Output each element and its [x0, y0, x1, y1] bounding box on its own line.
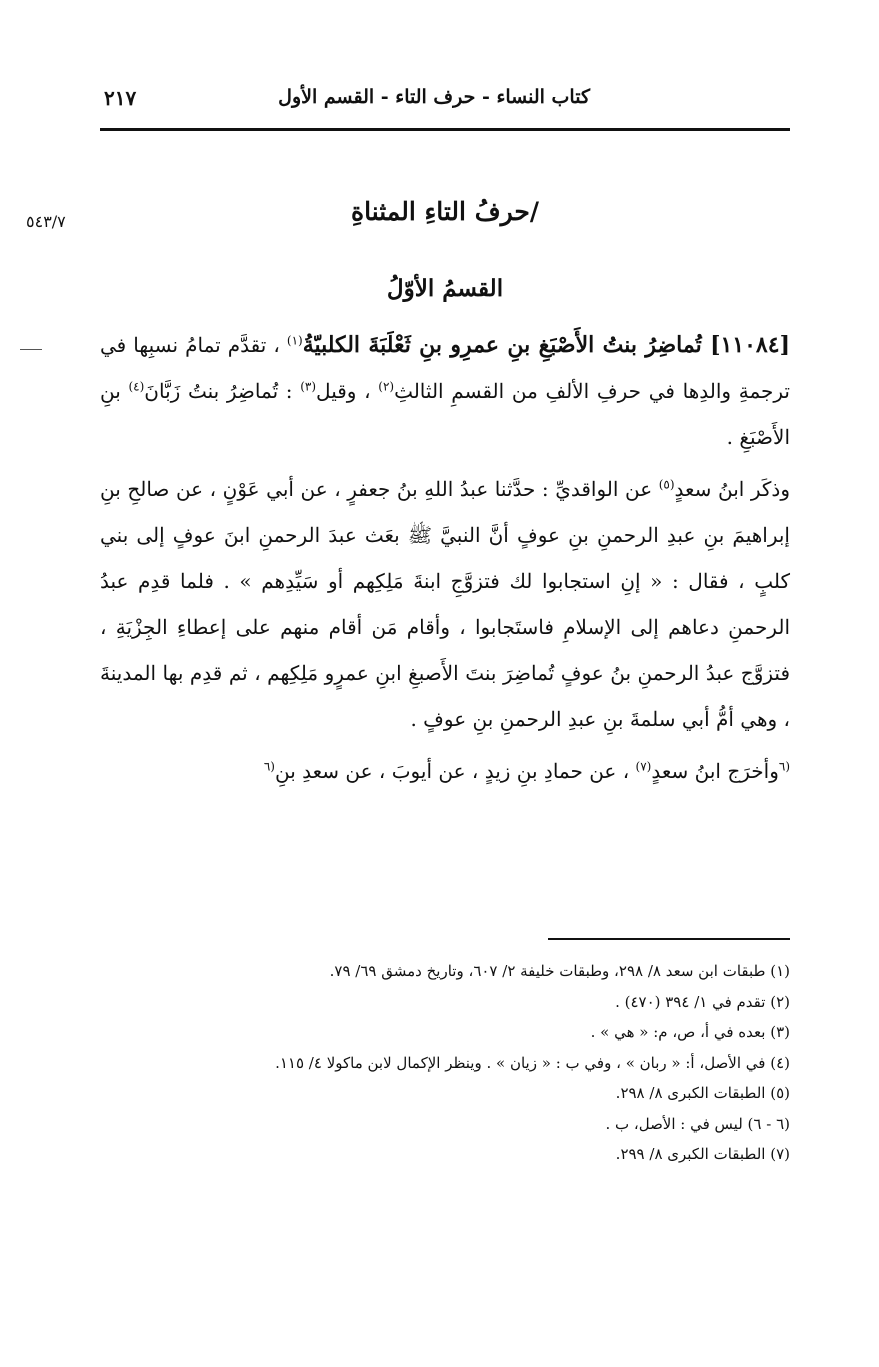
header-rule	[100, 128, 790, 131]
footnote-marker: (١)	[286, 333, 303, 348]
footnote-item: (٣) بعده في أ، ص، م: « هي » .	[590, 1023, 790, 1041]
paragraph-text: ، تقدَّم تمامُ نسبِها في ترجمةِ والدِها في حرفِ الألفِ من القسمِ الثالثِ	[100, 333, 790, 403]
footnote-item: (٦ - ٦) ليس في : الأصل، ب .	[605, 1114, 790, 1133]
running-header-title: كتاب النساء - حرف التاء - القسم الأول	[278, 86, 590, 108]
paragraph-text: وأخرَج ابنُ سعدٍ	[651, 759, 779, 783]
footnotes	[100, 956, 790, 1170]
footnote-rule	[548, 938, 790, 940]
footnote-marker: (٢)	[378, 379, 395, 394]
footnote-marker: (٦	[263, 759, 275, 774]
paragraph-second-narration	[100, 748, 790, 794]
footnote-marker: (٦	[778, 759, 790, 774]
footnote-marker: (٧)	[635, 759, 652, 774]
subsection-heading: القسمُ الأوّلُ	[386, 275, 504, 302]
paragraph-text: بنِ الأَصْبَغِ .	[100, 379, 790, 449]
entry-heading: [١١٠٨٤] تُماضِرُ بنتُ الأَصْبَغِ بنِ عمرِو بنِ ثَعْلَبَةَ الكلبيّةُ	[302, 332, 790, 358]
paragraph-text: : تُماضِرُ بنتُ زَبَّانَ	[144, 379, 301, 403]
section-heading: /حرفُ التاءِ المثناةِ	[350, 197, 539, 226]
footnote-marker: (٣)	[300, 379, 317, 394]
page-number: ٢١٧	[104, 86, 137, 110]
footnote-item: (٤) في الأصل، أ: « ربان » ، وفي ب : « زيان » . وينظر الإكمال لابن ماكولا ٤/ ١١٥.	[275, 1053, 790, 1072]
paragraph-narration	[100, 466, 790, 742]
paragraph-text: ، عن حمادِ بنِ زيدٍ ، عن أيوبَ ، عن سعدِ بنِ	[274, 759, 636, 783]
paragraph-text: ، وقيل	[316, 379, 379, 403]
footnote-item: (٧) الطبقات الكبرى ٨/ ٢٩٩.	[615, 1145, 790, 1163]
paragraph-text: وذكَر ابنُ سعدٍ	[674, 477, 790, 501]
paragraph-entry	[100, 322, 790, 460]
paragraph-text: عن الواقديِّ : حدَّثنا عبدُ اللهِ بنُ جعفرٍ ، عن أبي عَوْنٍ ، عن صالحِ بنِ إبراهيمَ بنِ عبدِ الرحمنِ بنِ عوفٍ أنَّ النبيَّ ﷺ بعَث عبدَ الرحمنِ ابنَ عوفٍ إلى بني كلبٍ ، فقال : « إنِ استجابوا لك فتزوَّجِ ابنةَ مَلِكِهم أو سَيِّدِهم » . فلما قدِم عبدُ الرحمنِ دعاهم إلى الإسلامِ فاستَجابوا ، وأقام مَن أقام منهم على إعطاءِ الجِزْيَةِ ، فتزوَّج عبدُ الرحمنِ بنُ عوفٍ تُماضِرَ بنتَ الأَصبغِ ابنِ عمرٍو مَلِكِهم ، ثم قدِم بها المدينةَ ، وهي أمُّ أبي سلمةَ بنِ عبدِ الرحمنِ بنِ عوفٍ .	[100, 477, 790, 731]
footnote-item: (٥) الطبقات الكبرى ٨/ ٢٩٨.	[615, 1084, 790, 1102]
footnote-item: (٢) تقدم في ١/ ٣٩٤ (٤٧٠) .	[615, 992, 790, 1011]
margin-reference: ٥٤٣/٧	[26, 212, 66, 231]
body-text	[100, 322, 790, 794]
margin-mark	[20, 349, 42, 350]
footnote-marker: (٥)	[658, 477, 675, 492]
footnote-marker: (٤)	[128, 379, 145, 394]
footnote-item: (١) طبقات ابن سعد ٨/ ٢٩٨، وطبقات خليفة ٢/ ٦٠٧، وتاريخ دمشق ٦٩/ ٧٩.	[329, 962, 790, 980]
running-header	[100, 86, 790, 126]
